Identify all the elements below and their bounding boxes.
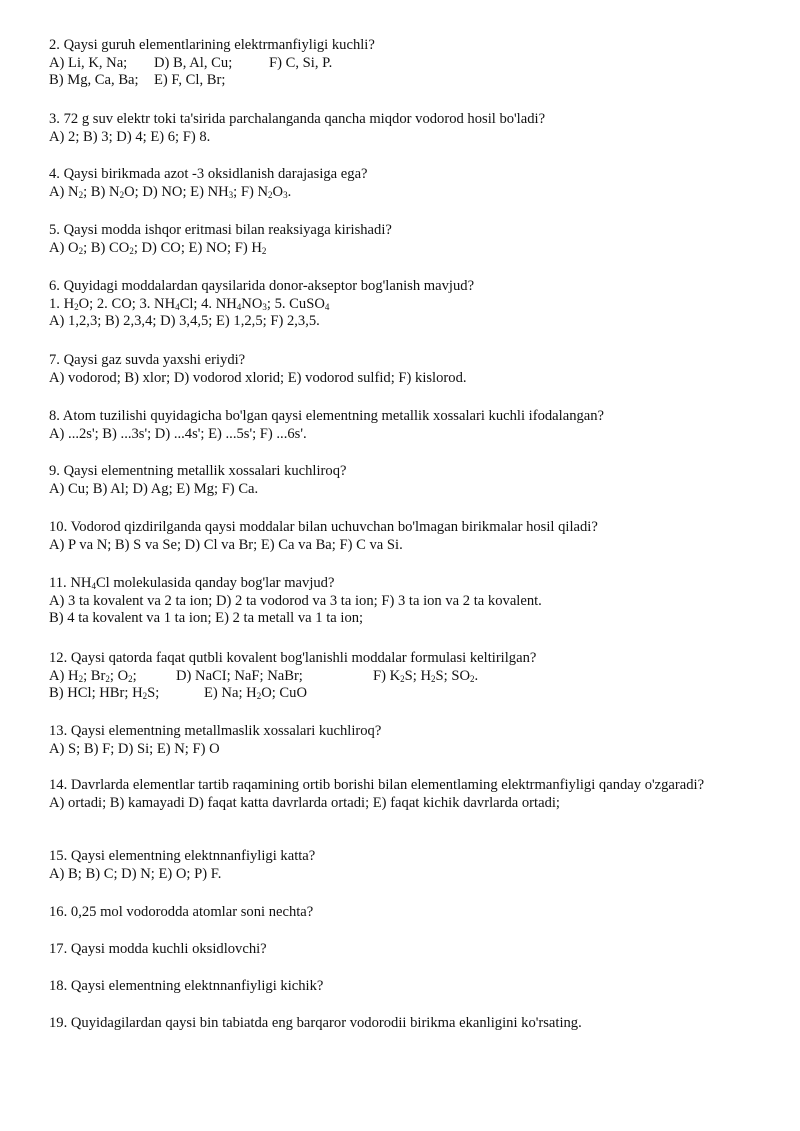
answer-options: A) ortadi; B) kamayadi D) faqat katta davrlarda ortadi; E) faqat kichik davrlarda ortadi; xyxy=(49,794,560,811)
answer-option: B) Mg, Ca, Ba; xyxy=(49,72,139,88)
question-text: 12. Qaysi qatorda faqat qutbli kovalent bog'lanishli moddalar formulasi keltirilgan? xyxy=(49,650,537,666)
answer-row: A) 3 ta kovalent va 2 ta ion; D) 2 ta vodorod va 3 ta ion; F) 3 ta ion va 2 ta kovalent. xyxy=(49,592,542,609)
formula-part: ; F) N xyxy=(233,183,269,200)
answer-option: F) C, Si, P. xyxy=(269,54,333,71)
question-5 xyxy=(49,222,749,257)
question-text: 17. Qaysi modda kuchli oksidlovchi? xyxy=(49,941,267,957)
question-8 xyxy=(49,408,749,443)
formula-part: ; 5. CuSO xyxy=(266,295,325,312)
answer-row xyxy=(49,668,749,686)
answer-row xyxy=(49,685,749,703)
answer-options: A) S; B) F; D) Si; E) N; F) O xyxy=(49,740,220,757)
formula-part: Cl; 4. NH xyxy=(179,295,237,312)
formula-part: O xyxy=(272,183,284,200)
subscript: 2 xyxy=(74,301,79,312)
formula-part: . xyxy=(287,183,292,200)
formula-part: 1. H xyxy=(49,295,75,312)
answer-options xyxy=(49,184,749,202)
question-text: 5. Qaysi modda ishqor eritmasi bilan reaksiyaga kirishadi? xyxy=(49,222,392,238)
subscript: 4 xyxy=(236,301,242,312)
answer-option: E) Na; $H_2O$; CuO xyxy=(204,685,307,701)
question-text: 15. Qaysi elementning elektnnanfiyligi katta? xyxy=(49,848,316,864)
subscript: 2 xyxy=(78,189,84,200)
answer-options: A) 1,2,3; B) 2,3,4; D) 3,4,5; E) 1,2,5; F) 2,3,5. xyxy=(49,313,320,329)
answer-options: A) Cu; B) Al; D) Ag; E) Mg; F) Ca. xyxy=(49,480,259,497)
question-15 xyxy=(49,848,749,883)
subscript: 2 xyxy=(78,673,84,684)
question-text: 19. Quyidagilardan qaysi bin tabiatda eng barqaror vodorodii birikma ekanligini ko'rsating. xyxy=(49,1015,582,1031)
answer-option: A) $H_2$; $Br_2$; $O_2$; xyxy=(49,667,137,684)
formula-part: ; B) CO xyxy=(83,239,130,256)
answer-options: A) ...2s'; B) ...3s'; D) ...4s'; E) ...5s'; F) ...6s'. xyxy=(49,425,307,442)
answer-options: A) P va N; B) S va Se; D) Cl va Br; E) Ca va Ba; F) C va Si. xyxy=(49,536,403,553)
formula-part: ; D) CO; E) NO; F) H xyxy=(133,239,262,256)
question-10 xyxy=(49,519,749,554)
question-16 xyxy=(49,904,749,922)
subscript: 2 xyxy=(256,691,262,701)
question-text: 13. Qaysi elementning metallmaslik xossalari kuchliroq? xyxy=(49,723,382,739)
subscript: 2 xyxy=(142,691,148,701)
answer-row xyxy=(49,72,749,90)
question-9 xyxy=(49,463,749,498)
question-13 xyxy=(49,723,749,758)
answer-option: D) B, Al, Cu; xyxy=(154,54,233,71)
formula-part: NO xyxy=(241,295,263,312)
question-2 xyxy=(49,37,749,90)
question-text xyxy=(49,575,749,593)
answer-option: D) NaCI; NaF; NaBr; xyxy=(176,667,303,684)
subscript: 2 xyxy=(431,673,436,684)
question-12 xyxy=(49,650,749,703)
formula-part: Cl molekulasida qanday bog'lar mavjud? xyxy=(95,575,335,591)
question-17 xyxy=(49,941,749,959)
question-text: 2. Qaysi guruh elementlarining elektrmanfiyligi kuchli? xyxy=(49,37,375,53)
subscript: 2 xyxy=(105,673,110,684)
question-7 xyxy=(49,352,749,387)
formula-part: A) O xyxy=(49,239,79,256)
subscript: 4 xyxy=(324,301,330,312)
answer-option: B) HCl; HBr; $H_2S$; xyxy=(49,685,160,701)
question-18 xyxy=(49,978,749,996)
subscript: 2 xyxy=(400,673,405,684)
question-14 xyxy=(49,777,709,812)
formula-part: O; 2. CO; 3. NH xyxy=(78,295,176,312)
question-text: 7. Qaysi gaz suvda yaxshi eriydi? xyxy=(49,352,246,368)
subscript: 2 xyxy=(470,673,475,684)
subscript: 4 xyxy=(91,581,96,591)
subscript: 2 xyxy=(261,245,267,256)
question-text: 16. 0,25 mol vodorodda atomlar soni nechta? xyxy=(49,904,314,920)
compound-list xyxy=(49,296,749,314)
answer-options: A) B; B) C; D) N; E) O; P) F. xyxy=(49,865,222,882)
question-text: 3. 72 g suv elektr toki ta'sirida parchalanganda qancha miqdor vodorod hosil bo'ladi? xyxy=(49,111,546,127)
question-text: 8. Atom tuzilishi quyidagicha bo'lgan qaysi elementning metallik xossalari kuchli ifodalangan? xyxy=(49,408,605,424)
subscript: 2 xyxy=(128,673,133,684)
question-4 xyxy=(49,166,749,201)
answer-options xyxy=(49,240,749,258)
subscript: 3 xyxy=(228,189,234,200)
question-text: 4. Qaysi birikmada azot -3 oksidlanish darajasiga ega? xyxy=(49,166,368,182)
question-text: 6. Quyidagi moddalardan qaysilarida donor-akseptor bog'lanish mavjud? xyxy=(49,278,475,294)
subscript: 2 xyxy=(119,189,125,200)
question-text: 14. Davrlarda elementlar tartib raqamining ortib borishi bilan elementlaming elektrmanfiyligi qanday o'zgaradi? xyxy=(49,777,705,793)
question-text: 18. Qaysi elementning elektnnanfiyligi kichik? xyxy=(49,978,324,994)
answer-options: A) 2; B) 3; D) 4; E) 6; F) 8. xyxy=(49,128,211,145)
answer-option: E) F, Cl, Br; xyxy=(154,72,226,88)
question-text: 10. Vodorod qizdirilganda qaysi moddalar bilan uchuvchan bo'lmagan birikmalar hosil qiladi? xyxy=(49,519,598,535)
answer-options: A) vodorod; B) xlor; D) vodorod xlorid; E) vodorod sulfid; F) kislorod. xyxy=(49,369,467,386)
subscript: 2 xyxy=(129,245,134,256)
answer-option: F) $K_2S$; $H_2S$; $SO_2$. xyxy=(373,667,479,684)
formula-part: ; B) N xyxy=(83,183,120,200)
subscript: 2 xyxy=(268,189,273,200)
answer-option: A) Li, K, Na; xyxy=(49,54,128,71)
question-3 xyxy=(49,111,749,146)
formula-part: A) N xyxy=(49,183,79,200)
question-text: 9. Qaysi elementning metallik xossalari kuchliroq? xyxy=(49,463,347,479)
question-11 xyxy=(49,575,749,628)
answer-row: B) 4 ta kovalent va 1 ta ion; E) 2 ta metall va 1 ta ion; xyxy=(49,610,364,626)
subscript: 2 xyxy=(78,245,84,256)
formula-part: O; D) NO; E) NH xyxy=(124,183,229,200)
subscript: 3 xyxy=(283,189,288,200)
question-6 xyxy=(49,278,749,331)
question-19 xyxy=(49,1015,749,1033)
subscript: 3 xyxy=(262,301,267,312)
answer-row xyxy=(49,55,749,73)
formula-part: 11. NH xyxy=(49,575,92,591)
subscript: 4 xyxy=(175,301,180,312)
